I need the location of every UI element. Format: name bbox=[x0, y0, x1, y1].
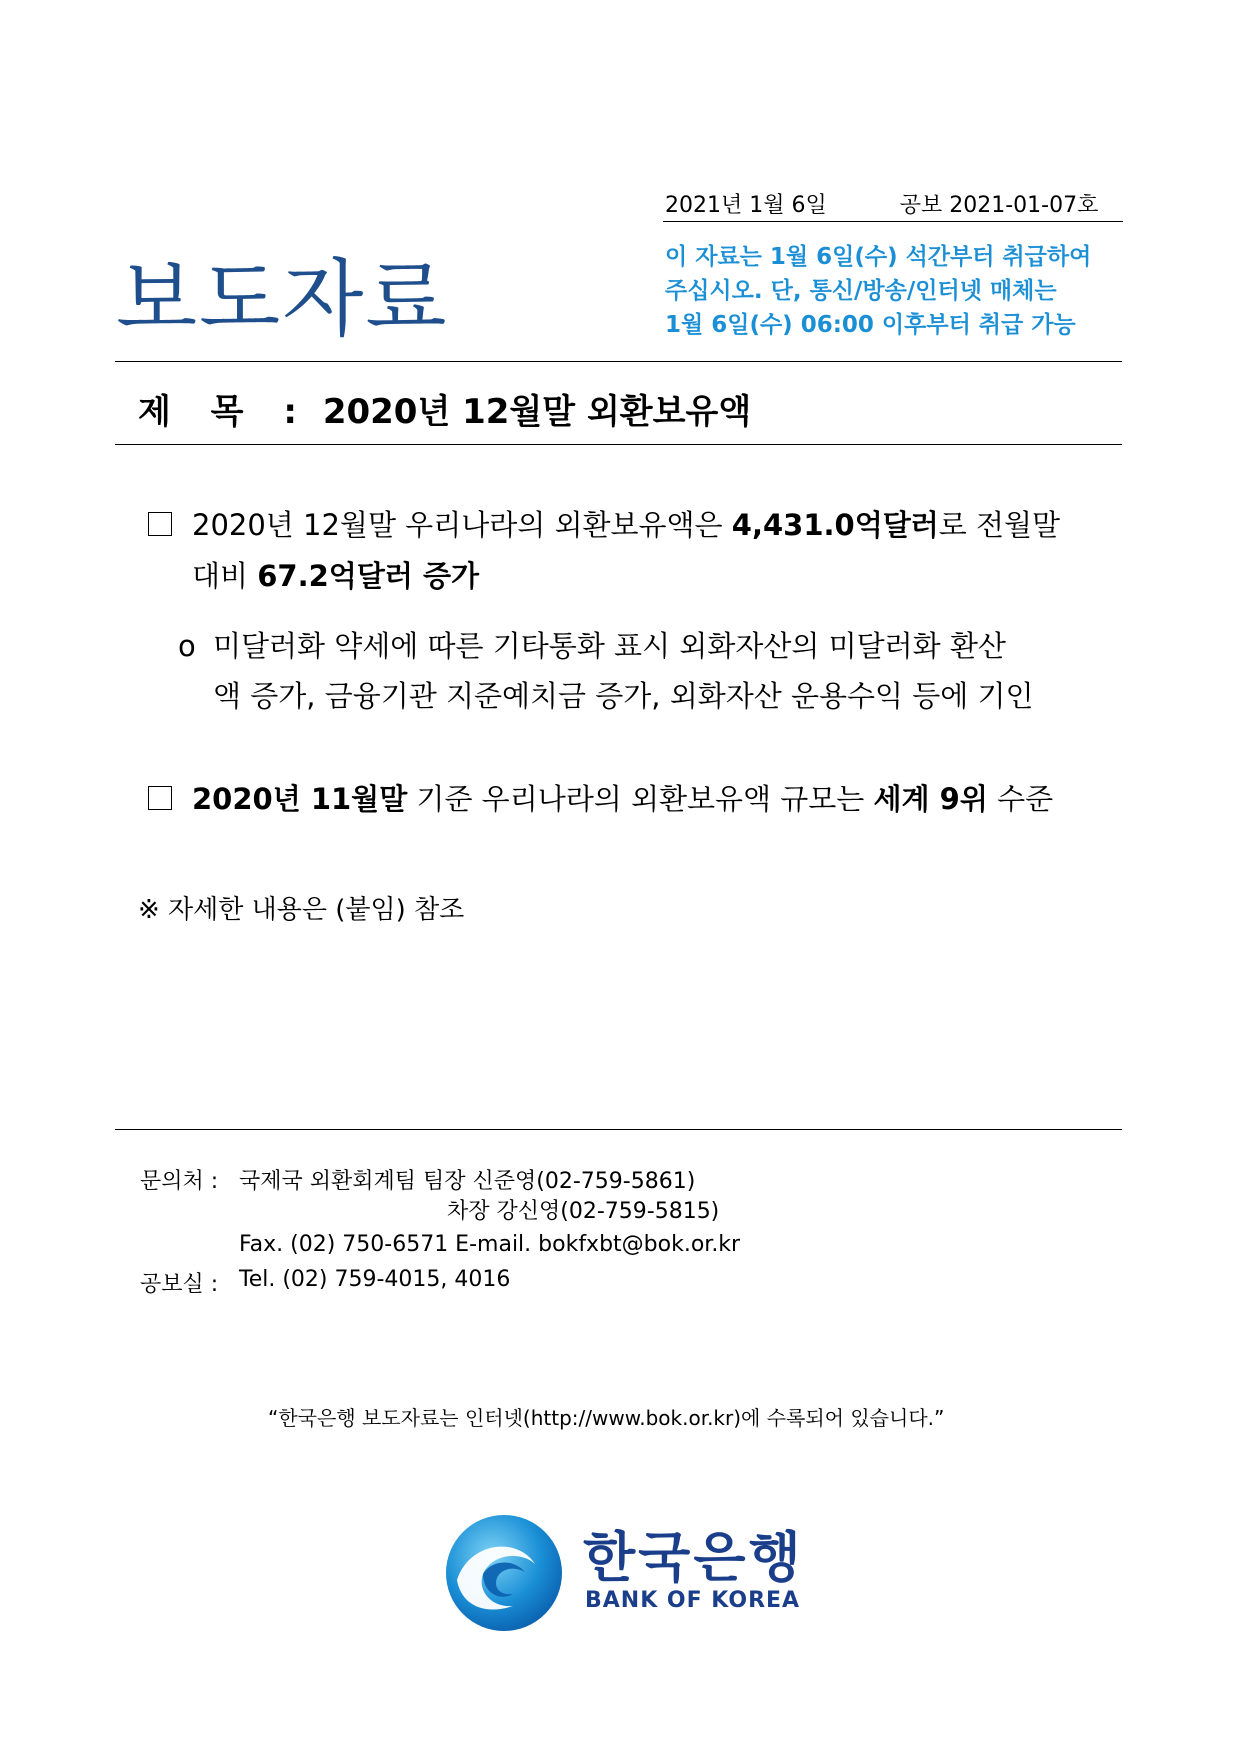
reference-note: ※ 자세한 내용은 (붙임) 참조 bbox=[138, 895, 465, 925]
doc-type-title: 보도자료 bbox=[116, 250, 449, 348]
bank-logo-emblem-icon bbox=[443, 1512, 565, 1638]
checkbox-bullet-icon bbox=[148, 512, 172, 536]
p2-bold-a: 2020년 11월말 bbox=[192, 782, 408, 816]
p1-text-b: 로 전월말 bbox=[938, 508, 1061, 542]
date-line bbox=[665, 188, 1098, 219]
footer-note: “한국은행 보도자료는 인터넷(http://www.bok.or.kr)에 수록되어 있습니다.” bbox=[268, 1406, 945, 1430]
pr-office-label: 공보실 : bbox=[140, 1272, 219, 1297]
sub-point-marker: o bbox=[178, 629, 196, 663]
embargo-line-1: 이 자료는 1월 6일(수) 석간부터 취급하여 bbox=[665, 244, 1092, 270]
inquiry-label: 문의처 : bbox=[140, 1169, 219, 1194]
divider-subject bbox=[115, 444, 1122, 445]
pr-office-tel: Tel. (02) 759-4015, 4016 bbox=[239, 1267, 511, 1292]
sub-point-line-2: 액 증가, 금융기관 지준예치금 증가, 외화자산 운용수익 등에 기인 bbox=[213, 679, 1034, 713]
p1-bold-b: 67.2억달러 증가 bbox=[257, 559, 479, 593]
subject-title: 2020년 12월말 외환보유액 bbox=[322, 392, 752, 432]
embargo-line-2: 주십시오. 단, 통신/방송/인터넷 매체는 bbox=[665, 278, 1057, 304]
p1-bold-a: 4,431.0억달러 bbox=[731, 508, 939, 542]
sub-point-line-1: 미달러화 약세에 따른 기타통화 표시 외화자산의 미달러화 환산 bbox=[213, 629, 1006, 663]
embargo-line-3: 1월 6일(수) 06:00 이후부터 취급 가능 bbox=[665, 312, 1076, 338]
contact-line-1: 국제국 외환회계팀 팀장 신준영(02-759-5861) bbox=[239, 1169, 696, 1194]
contact-line-2: 차장 강신영(02-759-5815) bbox=[447, 1199, 720, 1224]
paragraph-1-line-2 bbox=[192, 554, 479, 595]
bank-name-english: BANK OF KOREA bbox=[585, 1588, 801, 1613]
paragraph-1-line-1 bbox=[148, 503, 1060, 544]
issue-number: 공보 2021-01-07호 bbox=[899, 193, 1099, 218]
fax-email: Fax. (02) 750-6571 E-mail. bokfxbt@bok.or.kr bbox=[239, 1232, 741, 1257]
p2-text-b: 수준 bbox=[987, 782, 1054, 816]
p2-bold-b: 세계 9위 bbox=[873, 782, 988, 816]
p1-text-a: 2020년 12월말 우리나라의 외환보유액은 bbox=[192, 508, 732, 542]
checkbox-bullet-icon bbox=[148, 786, 172, 810]
date-divider bbox=[663, 221, 1123, 222]
bank-name-korean: 한국은행 bbox=[583, 1526, 804, 1589]
p2-text-a: 기준 우리나라의 외환보유액 규모는 bbox=[407, 782, 874, 816]
subject-label: 제 목 : bbox=[138, 392, 311, 432]
divider-top bbox=[115, 361, 1122, 362]
paragraph-2 bbox=[148, 777, 1053, 818]
subject bbox=[138, 384, 751, 433]
divider-contact bbox=[115, 1129, 1122, 1130]
release-date: 2021년 1월 6일 bbox=[665, 193, 827, 218]
p1-text-c: 대비 bbox=[192, 559, 258, 593]
